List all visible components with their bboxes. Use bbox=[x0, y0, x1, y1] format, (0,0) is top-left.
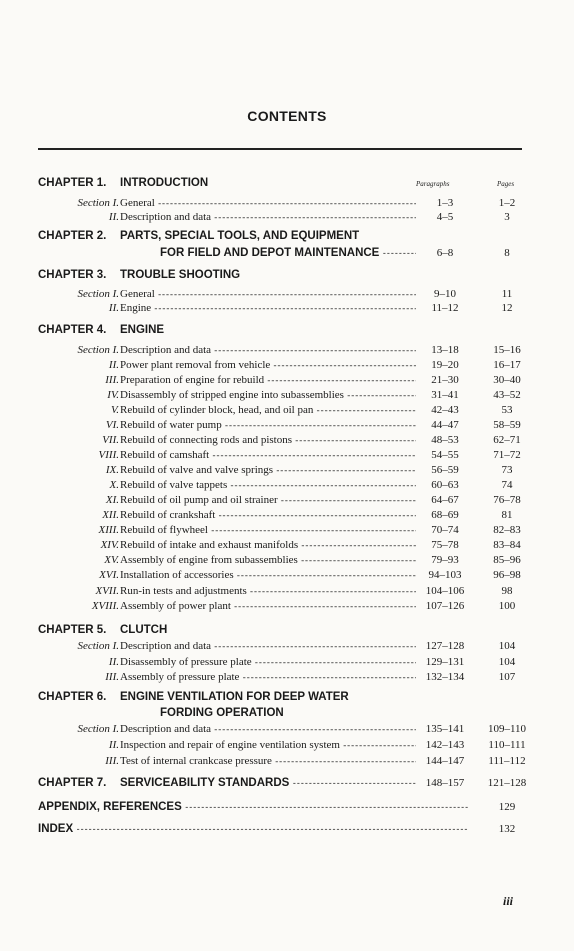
section-pages: 43–52 bbox=[493, 389, 521, 401]
chapter-title: SERVICEABILITY STANDARDS ----- bbox=[120, 776, 416, 791]
chapter-pages: 121–128 bbox=[487, 777, 527, 789]
page-title: CONTENTS bbox=[247, 108, 327, 124]
section-pages: 74 bbox=[501, 479, 513, 491]
section-label: XI. bbox=[105, 494, 119, 506]
section-label: V. bbox=[110, 404, 119, 416]
section-title: Rebuild of flywheel ----- bbox=[120, 523, 416, 538]
section-title: Rebuild of intake and exhaust manifolds ----- bbox=[120, 538, 416, 553]
chapter-paragraphs: 148–157 bbox=[425, 777, 465, 789]
section-pages: 109–110 bbox=[487, 723, 527, 735]
section-row bbox=[0, 538, 574, 553]
section-paragraphs: 129–131 bbox=[425, 656, 465, 668]
chapter-label: CHAPTER 3. bbox=[38, 269, 107, 281]
section-pages: 16–17 bbox=[493, 359, 521, 371]
pages-column-header: Pages bbox=[497, 180, 515, 188]
section-label: II. bbox=[108, 302, 119, 314]
section-label: Section I. bbox=[77, 197, 119, 209]
section-row bbox=[0, 343, 574, 358]
section-paragraphs: 19–20 bbox=[431, 359, 459, 371]
section-label: III. bbox=[105, 755, 119, 767]
section-pages: 76–78 bbox=[493, 494, 521, 506]
section-pages: 111–112 bbox=[488, 755, 526, 767]
section-paragraphs: 54–55 bbox=[431, 449, 459, 461]
section-label: XV. bbox=[104, 554, 119, 566]
title-rule bbox=[38, 148, 522, 150]
section-label: II. bbox=[108, 359, 119, 371]
section-title: Rebuild of connecting rods and pistons ----- bbox=[120, 433, 416, 448]
section-title: Disassembly of stripped engine into subassemblies ----- bbox=[120, 388, 416, 403]
section-paragraphs: 4–5 bbox=[436, 211, 454, 223]
section-title: Assembly of pressure plate ----- bbox=[120, 670, 416, 685]
section-pages: 73 bbox=[501, 464, 513, 476]
section-label: XVII. bbox=[95, 585, 119, 597]
section-pages: 107 bbox=[498, 671, 516, 683]
section-pages: 62–71 bbox=[493, 434, 521, 446]
section-paragraphs: 75–78 bbox=[431, 539, 459, 551]
section-paragraphs: 1–3 bbox=[436, 197, 454, 209]
section-row bbox=[0, 448, 574, 463]
section-title: Rebuild of oil pump and oil strainer ----- bbox=[120, 493, 416, 508]
section-label: Section I. bbox=[77, 344, 119, 356]
section-pages: 82–83 bbox=[493, 524, 521, 536]
chapter-label: CHAPTER 6. bbox=[38, 691, 107, 703]
section-paragraphs: 44–47 bbox=[431, 419, 459, 431]
section-paragraphs: 68–69 bbox=[431, 509, 459, 521]
chapter-label: CHAPTER 1. bbox=[38, 177, 107, 189]
section-row bbox=[0, 373, 574, 388]
chapter-title: TROUBLE SHOOTING bbox=[120, 269, 241, 281]
appendix-pages: 129 bbox=[498, 801, 516, 813]
section-title: Rebuild of cylinder block, head, and oil pan ----- bbox=[120, 403, 416, 418]
section-row bbox=[0, 196, 574, 211]
section-paragraphs: 56–59 bbox=[431, 464, 459, 476]
section-title: Test of internal crankcase pressure ----- bbox=[120, 754, 416, 769]
section-pages: 53 bbox=[501, 404, 513, 416]
chapter-title: CLUTCH bbox=[120, 624, 168, 636]
section-title: Rebuild of valve tappets ----- bbox=[120, 478, 416, 493]
chapter-label: CHAPTER 2. bbox=[38, 230, 107, 242]
section-paragraphs: 70–74 bbox=[431, 524, 459, 536]
section-paragraphs: 144–147 bbox=[425, 755, 465, 767]
section-row bbox=[0, 210, 574, 225]
section-label: XIV. bbox=[100, 539, 119, 551]
section-paragraphs: 94–103 bbox=[428, 569, 462, 581]
section-title: Installation of accessories ----- bbox=[120, 568, 416, 583]
section-label: XVI. bbox=[99, 569, 119, 581]
section-label: II. bbox=[108, 739, 119, 751]
section-title: Description and data ----- bbox=[120, 639, 416, 654]
section-title: Description and data ----- bbox=[120, 343, 416, 358]
section-paragraphs: 64–67 bbox=[431, 494, 459, 506]
section-title: Power plant removal from vehicle ----- bbox=[120, 358, 416, 373]
section-pages: 100 bbox=[498, 600, 516, 612]
section-paragraphs: 127–128 bbox=[425, 640, 465, 652]
chapter-heading bbox=[0, 776, 574, 791]
section-pages: 85–96 bbox=[493, 554, 521, 566]
section-row bbox=[0, 287, 574, 302]
chapter-heading bbox=[0, 690, 574, 705]
section-pages: 30–40 bbox=[493, 374, 521, 386]
section-row bbox=[0, 358, 574, 373]
section-row bbox=[0, 463, 574, 478]
section-label: XII. bbox=[102, 509, 119, 521]
section-pages: 110–111 bbox=[488, 739, 526, 751]
section-pages: 11 bbox=[501, 288, 513, 300]
section-pages: 104 bbox=[498, 640, 516, 652]
section-pages: 71–72 bbox=[493, 449, 521, 461]
section-row bbox=[0, 433, 574, 448]
section-title: Preparation of engine for rebuild ----- bbox=[120, 373, 416, 388]
section-row bbox=[0, 670, 574, 685]
section-paragraphs: 21–30 bbox=[431, 374, 459, 386]
section-title: Inspection and repair of engine ventilation system ----- bbox=[120, 738, 416, 753]
chapter-heading-continued bbox=[0, 246, 574, 261]
section-row bbox=[0, 403, 574, 418]
chapter-title-continued: FOR FIELD AND DEPOT MAINTENANCE ----- bbox=[160, 246, 416, 261]
section-title: Rebuild of water pump ----- bbox=[120, 418, 416, 433]
chapter-label: CHAPTER 4. bbox=[38, 324, 107, 336]
section-title: Assembly of engine from subassemblies ----- bbox=[120, 553, 416, 568]
chapter-heading bbox=[0, 229, 574, 244]
section-pages: 12 bbox=[501, 302, 513, 314]
section-row bbox=[0, 639, 574, 654]
section-label: IV. bbox=[107, 389, 119, 401]
section-label: II. bbox=[108, 656, 119, 668]
chapter-label: CHAPTER 7. bbox=[38, 777, 107, 789]
chapter-title: ENGINE bbox=[120, 324, 165, 336]
section-title: Description and data ----- bbox=[120, 210, 416, 225]
section-paragraphs: 13–18 bbox=[431, 344, 459, 356]
section-paragraphs: 9–10 bbox=[434, 288, 456, 300]
page-number: iii bbox=[503, 894, 514, 908]
section-row bbox=[0, 508, 574, 523]
index-row bbox=[0, 822, 574, 837]
paragraphs-column-header: Paragraphs bbox=[416, 180, 450, 188]
section-paragraphs: 135–141 bbox=[425, 723, 465, 735]
section-label: Section I. bbox=[77, 288, 119, 300]
section-row bbox=[0, 523, 574, 538]
section-row bbox=[0, 388, 574, 403]
chapter-title: PARTS, SPECIAL TOOLS, AND EQUIPMENT bbox=[120, 230, 360, 242]
chapter-title-continued: FORDING OPERATION bbox=[160, 707, 284, 719]
chapter-heading-continued bbox=[0, 706, 574, 721]
section-title: Disassembly of pressure plate ----- bbox=[120, 655, 416, 670]
section-row bbox=[0, 584, 574, 599]
section-label: VII. bbox=[102, 434, 119, 446]
section-paragraphs: 104–106 bbox=[425, 585, 465, 597]
section-pages: 1–2 bbox=[498, 197, 516, 209]
section-paragraphs: 60–63 bbox=[431, 479, 459, 491]
section-paragraphs: 107–126 bbox=[425, 600, 465, 612]
section-title: Run-in tests and adjustments ----- bbox=[120, 584, 416, 599]
chapter-heading bbox=[0, 623, 574, 638]
section-title: Rebuild of crankshaft ----- bbox=[120, 508, 416, 523]
section-row bbox=[0, 599, 574, 614]
chapter-title: ENGINE VENTILATION FOR DEEP WATER bbox=[120, 691, 349, 703]
section-label: Section I. bbox=[77, 640, 119, 652]
chapter-pages: 8 bbox=[504, 247, 510, 259]
section-paragraphs: 31–41 bbox=[431, 389, 459, 401]
section-title: Description and data ----- bbox=[120, 722, 416, 737]
section-row bbox=[0, 655, 574, 670]
chapter-heading bbox=[0, 176, 574, 191]
index-pages: 132 bbox=[498, 823, 516, 835]
section-row bbox=[0, 301, 574, 316]
section-label: XIII. bbox=[98, 524, 119, 536]
section-paragraphs: 142–143 bbox=[425, 739, 465, 751]
section-label: X. bbox=[109, 479, 119, 491]
section-pages: 104 bbox=[498, 656, 516, 668]
section-paragraphs: 132–134 bbox=[425, 671, 465, 683]
section-pages: 98 bbox=[501, 585, 513, 597]
index-title: INDEX ----- bbox=[38, 822, 468, 837]
section-pages: 58–59 bbox=[493, 419, 521, 431]
section-row bbox=[0, 568, 574, 583]
section-label: Section I. bbox=[77, 723, 119, 735]
section-pages: 15–16 bbox=[493, 344, 521, 356]
section-title: Engine ----- bbox=[120, 301, 416, 316]
section-title: Rebuild of valve and valve springs ----- bbox=[120, 463, 416, 478]
section-row bbox=[0, 722, 574, 737]
section-label: VI. bbox=[105, 419, 119, 431]
section-row bbox=[0, 754, 574, 769]
section-pages: 3 bbox=[504, 211, 510, 223]
section-label: III. bbox=[105, 374, 119, 386]
chapter-paragraphs: 6–8 bbox=[436, 247, 454, 259]
section-row bbox=[0, 738, 574, 753]
section-paragraphs: 48–53 bbox=[431, 434, 459, 446]
section-row bbox=[0, 478, 574, 493]
section-label: XVIII. bbox=[91, 600, 119, 612]
section-label: III. bbox=[105, 671, 119, 683]
section-label: VIII. bbox=[98, 449, 119, 461]
chapter-heading bbox=[0, 268, 574, 283]
section-pages: 83–84 bbox=[493, 539, 521, 551]
section-title: General ----- bbox=[120, 196, 416, 211]
section-row bbox=[0, 553, 574, 568]
section-title: General ----- bbox=[120, 287, 416, 302]
section-paragraphs: 42–43 bbox=[431, 404, 459, 416]
section-label: IX. bbox=[105, 464, 119, 476]
chapter-heading bbox=[0, 323, 574, 338]
section-title: Rebuild of camshaft ----- bbox=[120, 448, 416, 463]
chapter-label: CHAPTER 5. bbox=[38, 624, 107, 636]
section-label: II. bbox=[108, 211, 119, 223]
section-pages: 81 bbox=[501, 509, 513, 521]
section-paragraphs: 79–93 bbox=[431, 554, 459, 566]
section-pages: 96–98 bbox=[493, 569, 521, 581]
section-title: Assembly of power plant ----- bbox=[120, 599, 416, 614]
section-row bbox=[0, 418, 574, 433]
chapter-title: INTRODUCTION bbox=[120, 177, 209, 189]
appendix-row bbox=[0, 800, 574, 815]
section-row bbox=[0, 493, 574, 508]
appendix-title: APPENDIX, REFERENCES ----- bbox=[38, 800, 468, 815]
section-paragraphs: 11–12 bbox=[431, 302, 459, 314]
